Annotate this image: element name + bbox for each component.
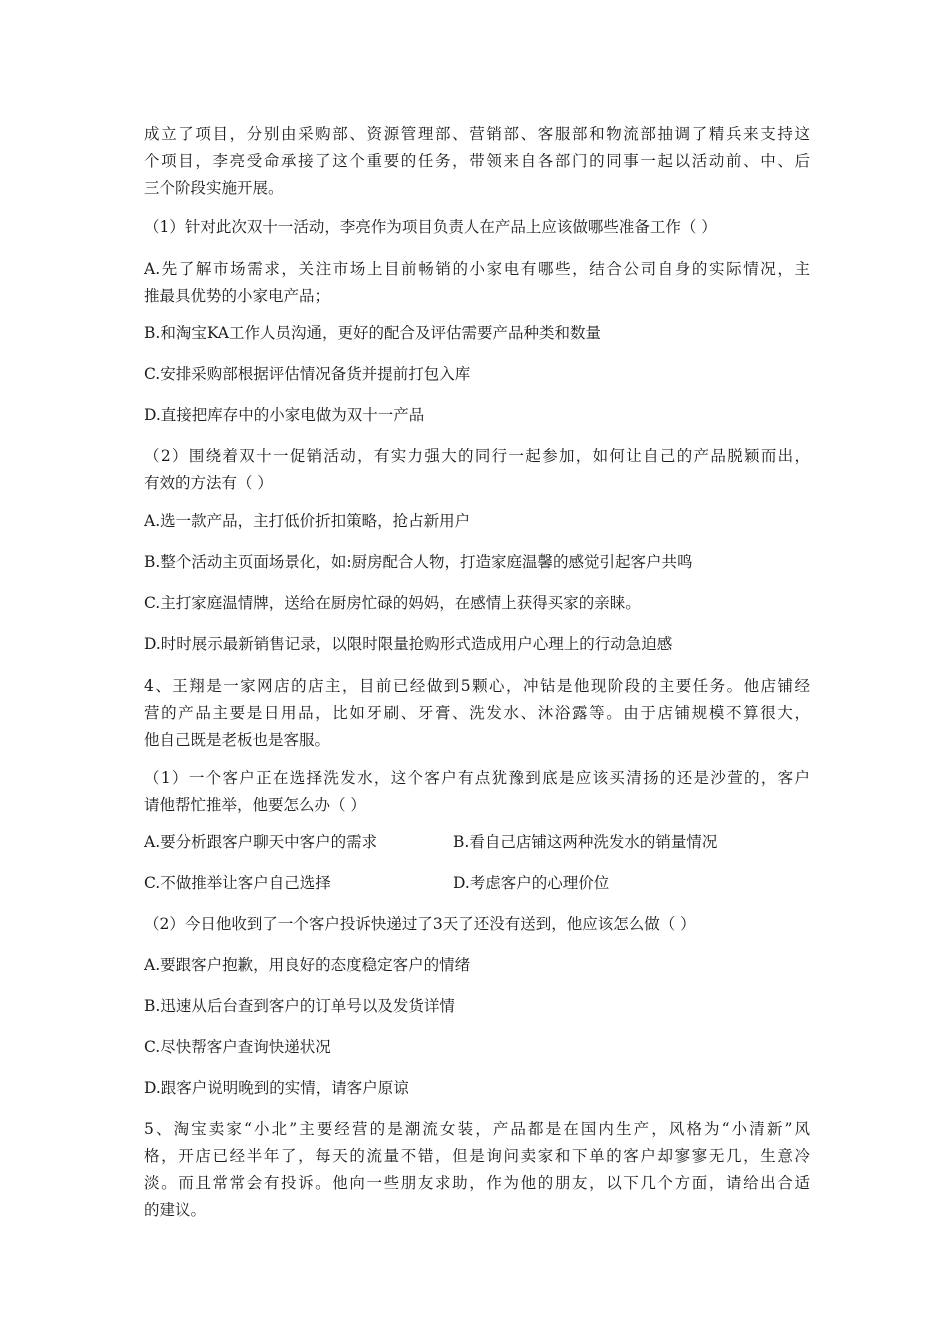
question-4-2-stem: [144, 911, 810, 938]
question-4-paragraph: [144, 673, 810, 754]
text-line: 营的产品主要是日用品，比如牙刷、牙膏、洗发水、沐浴露等。由于店铺规模不算很大，: [144, 704, 810, 722]
text-line: C.主打家庭温情牌，送给在厨房忙碌的妈妈，在感情上获得买家的亲睐。: [144, 594, 641, 612]
text-line: 5、淘宝卖家“小北”主要经营的是潮流女装，产品都是在国内生产，风格为“小清新”风: [144, 1120, 810, 1138]
text-line: D.直接把库存中的小家电做为双十一产品: [144, 406, 425, 424]
text-line: B.整个活动主页面场景化，如:厨房配合人物，打造家庭温馨的感觉引起客户共鸣: [144, 553, 693, 571]
text-line: 成立了项目，分别由采购部、资源管理部、营销部、客服部和物流部抽调了精兵来支持这: [144, 125, 810, 143]
question-4-1-option-c: C.不做推举让客户自己选择: [144, 874, 331, 892]
question-3-1-stem: [144, 214, 810, 241]
question-3-1-option-b: [144, 320, 810, 347]
text-line: 三个阶段实施开展。: [144, 179, 284, 197]
question-3-2-stem: [144, 443, 810, 497]
text-line: 4、王翔是一家网店的店主，目前已经做到5颗心，冲钻是他现阶段的主要任务。他店铺经: [144, 677, 810, 695]
text-line: B.和淘宝KA工作人员沟通，更好的配合及评估需要产品种类和数量: [144, 324, 601, 342]
question-3-1-option-c: [144, 361, 810, 388]
text-line: A.先了解市场需求，关注市场上目前畅销的小家电有哪些，结合公司自身的实际情况，主: [144, 260, 810, 278]
question-3-2-option-b: [144, 549, 810, 576]
question-3-2-option-d: [144, 631, 810, 658]
question-4-2-option-a: [144, 952, 810, 979]
question-3-2-option-a: [144, 508, 810, 535]
text-line: C.尽快帮客户查询快递状况: [144, 1038, 331, 1056]
text-line: 他自己既是老板也是客服。: [144, 731, 331, 749]
question-3-2-option-c: [144, 590, 810, 617]
question-5-paragraph: [144, 1116, 810, 1224]
text-line: 的建议。: [144, 1201, 207, 1219]
text-line: 个项目，李亮受命承接了这个重要的任务，带领来自各部门的同事一起以活动前、中、后: [144, 152, 810, 170]
text-line: 推最具优势的小家电产品；: [144, 287, 331, 305]
question-4-2-option-d: [144, 1075, 810, 1102]
text-line: 有效的方法有（ ）: [144, 474, 273, 492]
intro-paragraph: [144, 121, 810, 202]
text-line: A.选一款产品，主打低价折扣策略，抢占新用户: [144, 512, 471, 530]
text-line: （2）今日他收到了一个客户投诉快递过了3天了还没有送到，他应该怎么做（ ）: [144, 915, 696, 933]
text-line: D.跟客户说明晚到的实情，请客户原谅: [144, 1079, 409, 1097]
question-3-1-option-d: [144, 402, 810, 429]
question-4-2-option-c: [144, 1034, 810, 1061]
text-line: （1）针对此次双十一活动，李亮作为项目负责人在产品上应该做哪些准备工作（ ）: [144, 218, 717, 236]
question-4-1-option-b: B.看自己店铺这两种洗发水的销量情况: [453, 833, 718, 851]
text-line: （2）围绕着双十一促销活动，有实力强大的同行一起参加，如何让自己的产品脱颖而出，: [144, 447, 810, 465]
text-line: C.安排采购部根据评估情况备货并提前打包入库: [144, 365, 471, 383]
text-line: B.迅速从后台查到客户的订单号以及发货详情: [144, 997, 455, 1015]
question-4-1-option-a: A.要分析跟客户聊天中客户的需求: [144, 833, 378, 851]
question-4-2-option-b: [144, 993, 810, 1020]
text-line: D.时时展示最新销售记录，以限时限量抢购形式造成用户心理上的行动急迫感: [144, 635, 673, 653]
text-line: 格，开店已经半年了，每天的流量不错，但是询问卖家和下单的客户却寥寥无几，生意冷: [144, 1147, 810, 1165]
text-line: A.要跟客户抱歉，用良好的态度稳定客户的情绪: [144, 956, 471, 974]
text-line: 请他帮忙推举，他要怎么办（ ）: [144, 796, 366, 814]
text-line: 淡。而且常常会有投诉。他向一些朋友求助，作为他的朋友，以下几个方面，请给出合适: [144, 1174, 810, 1192]
text-line: （1）一个客户正在选择洗发水，这个客户有点犹豫到底是应该买清扬的还是沙萱的，客户: [144, 769, 810, 787]
question-4-1-stem: [144, 765, 810, 819]
question-4-1-option-d: D.考虑客户的心理价位: [453, 874, 610, 892]
question-3-1-option-a: [144, 256, 810, 310]
